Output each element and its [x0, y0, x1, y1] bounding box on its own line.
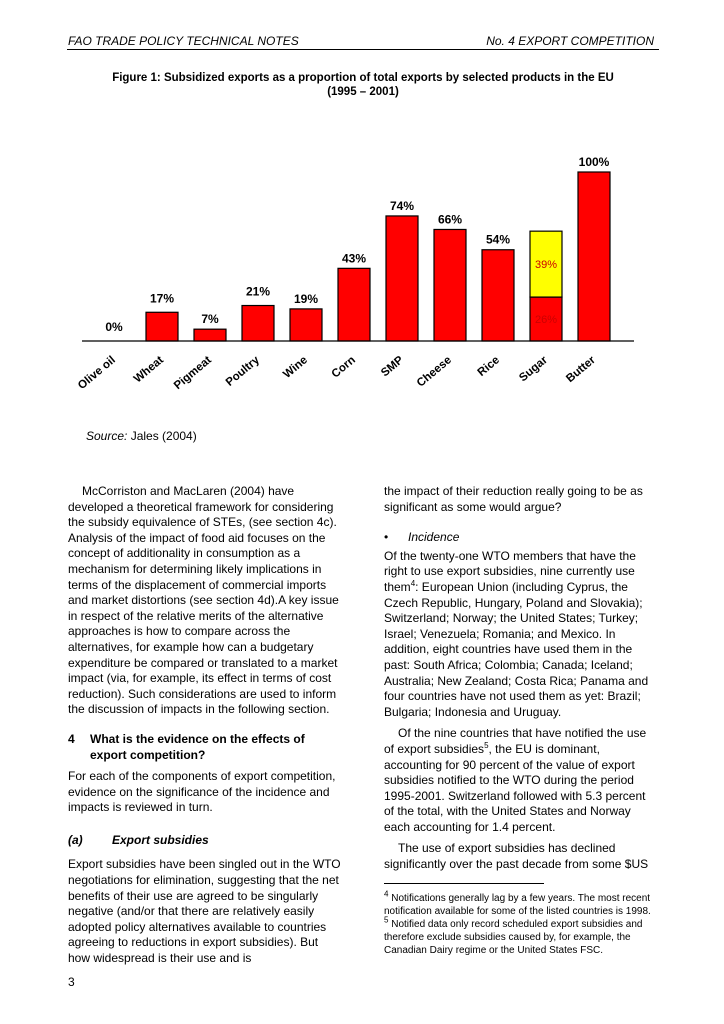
right-para-2: [384, 549, 658, 721]
figure-title-line2: (1995 – 2001): [327, 86, 399, 98]
data-label: 0%: [105, 320, 123, 334]
bar: [290, 309, 322, 341]
bar: [434, 229, 466, 341]
right-para-3: [384, 726, 658, 835]
bar: [242, 306, 274, 341]
data-label: 66%: [437, 212, 463, 227]
bar: [194, 329, 226, 341]
page-number: 3: [68, 975, 75, 989]
bar-chart: [0, 0, 724, 430]
source-label: Source:: [86, 429, 128, 443]
subsection-number: (a): [68, 832, 83, 847]
right-para-3a: Of the nine countries that have notified the use of export subsidies: [384, 726, 647, 756]
left-para-1: McCorriston and MacLaren (2004) have developed a theoretical framework for considering the subsidy equivalence of STEs, (see section 4c). Analysis of the impact of food aid focuses on the concept of additionality in consumption as a mechanism for determining likely implications in terms of the displacement of commercial imports and market distortions (see section 4d).A key issue in respect of the relative merits of the alternative approaches is how to compare across the alternatives, for example how can a budgetary expenditure be compared or translated to a market impact (via, for example, its effect in terms of cost reduction). Such considerations are used to inform the discussion of impacts in the following section.: [68, 484, 339, 717]
data-label: 17%: [149, 291, 175, 306]
figure-source: [86, 429, 197, 443]
data-label: 100%: [578, 155, 610, 169]
x-tick-label: Olive oil: [75, 354, 118, 393]
x-tick-label: SMP: [379, 354, 406, 380]
right-para-2b: : European Union (including Cyprus, the Czech Republic, Hungary, Poland and Slovakia); Switzerland; Norway; the United States; Turkey; Israel; Venezuela; Romania; and Mexico. In addition, eight countries have used them in the past: South Africa; Colombia; Canada; Iceland; Australia; New Zealand; Costa Rica; Panama and four countries have not used them as yet: Brazil; Bulgaria; Indonesia and Uruguay.: [384, 579, 649, 719]
source-text: Jales (2004): [127, 429, 197, 443]
bullet-mark: •: [384, 530, 389, 545]
footnote-ref-4: 4: [410, 578, 416, 588]
data-label: 7%: [201, 312, 219, 327]
x-tick-label: Poultry: [223, 354, 262, 389]
data-label: 54%: [485, 232, 511, 247]
x-tick-label: Corn: [329, 354, 358, 381]
section-title: What is the evidence on the effects of export competition?: [90, 731, 305, 762]
section-number: 4: [68, 731, 75, 746]
x-tick-label: Sugar: [517, 354, 550, 385]
left-column: [68, 484, 342, 967]
right-para-2a: Of the twenty-one WTO members that have the right to use export subsidies, nine currently use them: [384, 548, 636, 594]
footnote-4: [384, 889, 658, 918]
x-tick-label: Wheat: [131, 354, 166, 386]
bullet-title: Incidence: [408, 530, 460, 545]
footnote-rule: [384, 883, 544, 884]
left-para-3: Export subsidies have been singled out in the WTO negotiations for elimination, suggesting that the net benefits of their use are agreed to be singularly negative (and/or that there are relatively easily adopted policy alternatives available to countries agreeing to reductions in export subsidies). But how widespread is their use and is: [68, 857, 341, 966]
running-header-right: No. 4 EXPORT COMPETITION: [486, 34, 654, 48]
data-label: 19%: [293, 291, 319, 306]
segment-label: 26%: [534, 314, 558, 327]
subsection-title: Export subsidies: [112, 832, 209, 847]
left-para-2: For each of the components of export competition, evidence on the significance of the incidence and impacts is reviewed in turn.: [68, 769, 336, 815]
footnote-4-text: Notifications generally lag by a few years. The most recent notification available for some of the listed countries is 1998.: [384, 892, 651, 917]
x-tick-label: Pigmeat: [171, 354, 214, 393]
bar: [482, 250, 514, 341]
segment-label: 39%: [534, 259, 558, 272]
bar: [386, 216, 418, 341]
x-tick-label: Rice: [475, 354, 502, 379]
figure-title-line1: Figure 1: Subsidized exports as a proportion of total exports by selected products in the EU: [112, 72, 614, 84]
bar: [146, 312, 178, 341]
x-tick-label: Butter: [564, 354, 598, 386]
footnote-ref-5: 5: [484, 740, 489, 750]
running-header-left: FAO TRADE POLICY TECHNICAL NOTES: [68, 34, 299, 48]
right-para-4: The use of export subsidies has declined significantly over the past decade from some $US: [384, 841, 649, 872]
footnote-4-mark: 4: [384, 889, 389, 899]
right-column: [384, 484, 658, 957]
right-para-1: the impact of their reduction really going to be as significant as some would argue?: [384, 484, 643, 514]
right-para-3b: , the EU is dominant, accounting for 90 percent of the value of export subsidies notified to the WTO during the period 1995-2001. Switzerland followed with 5.3 percent of the total, with the United States and Norway each accounting for 1.4 percent.: [384, 741, 646, 834]
footnote-5: [384, 915, 658, 957]
x-tick-label: Cheese: [414, 354, 454, 390]
data-label: 21%: [245, 284, 271, 299]
footnote-5-text: Notified data only record scheduled export subsidies and therefore exclude subsidies caused by, for example, the Canadian Dairy regime or the United States FSC.: [384, 918, 643, 956]
bullet-incidence: [384, 530, 658, 546]
data-label: 74%: [389, 198, 415, 213]
data-label: 43%: [341, 251, 367, 266]
bar: [578, 172, 610, 341]
subsection-heading: [68, 833, 342, 849]
bar: [338, 268, 370, 341]
x-tick-label: Wine: [281, 354, 310, 381]
footnote-5-mark: 5: [384, 915, 389, 925]
section-heading: [68, 732, 342, 763]
